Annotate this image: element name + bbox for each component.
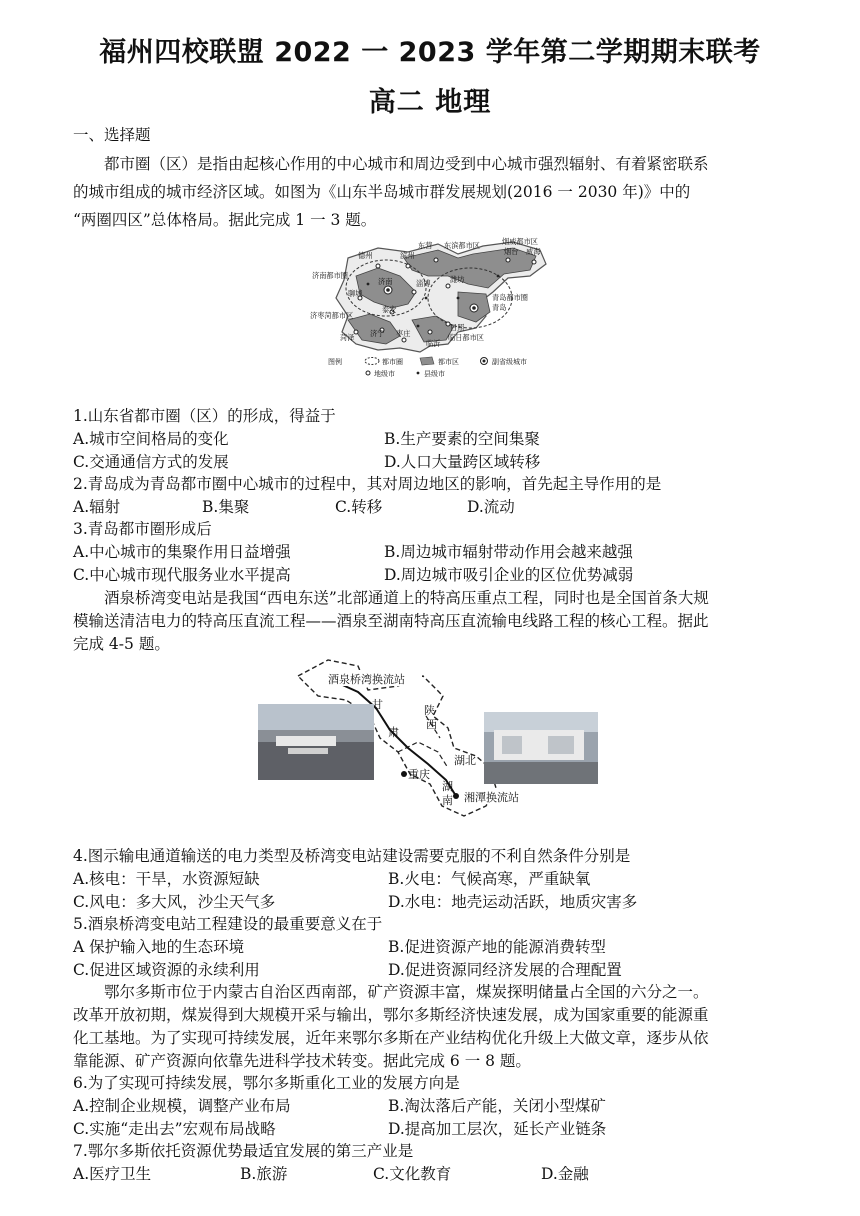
q5-option-b: B.促进资源产地的能源消费转型 (388, 938, 606, 956)
question-7-stem: 7.鄂尔多斯依托资源优势最适宜发展的第三产业是 (73, 1142, 414, 1160)
map1-label: 威海 (526, 247, 541, 256)
map2-label: 重庆 (408, 768, 430, 781)
question-1-stem: 1.山东省都市圈（区）的形成，得益于 (73, 407, 336, 425)
map1-label: 滨州 (400, 251, 415, 260)
map1-label: 临沂 (426, 339, 441, 348)
map2-label: 西 (426, 718, 437, 731)
q1-option-a: A.城市空间格局的变化 (73, 430, 229, 448)
question-2-stem: 2.青岛成为青岛都市圈中心城市的过程中，其对周边地区的影响，首先起主导作用的是 (73, 475, 662, 493)
q4-option-d: D.水电：地壳运动活跃，地质灾害多 (388, 893, 638, 911)
map2-label: 肃 (388, 726, 399, 739)
q1-option-b: B.生产要素的空间集聚 (384, 430, 540, 448)
map1-label: 济南都市圈 (312, 271, 348, 280)
q5-option-c: C.促进区域资源的永续利用 (73, 961, 260, 979)
q2-option-d: D.流动 (467, 498, 515, 516)
q7-option-c: C.文化教育 (373, 1165, 452, 1183)
map1-label: 济南 (378, 277, 393, 286)
question-4-stem: 4.图示输电通道输送的电力类型及桥湾变电站建设需要克服的不利自然条件分别是 (73, 847, 631, 865)
q6-option-b: B.淘汰落后产能，关闭小型煤矿 (388, 1097, 606, 1115)
map1-legend-title: 图例 (328, 358, 342, 366)
map1-label: 东滨都市区 (444, 241, 480, 250)
map2-label: 湖 (442, 780, 453, 793)
passage2-line: 完成 4-5 题。 (73, 635, 170, 653)
q2-option-a: A.辐射 (73, 498, 121, 516)
exam-title: 福州四校联盟 2022 一 2023 学年第二学期期末联考 (99, 37, 761, 68)
q2-option-b: B.集聚 (202, 498, 250, 516)
map1-label: 烟威都市区 (502, 237, 538, 246)
question-5-stem: 5.酒泉桥湾变电站工程建设的最重要意义在于 (73, 915, 383, 933)
passage1-line: 都市圈（区）是指由起核心作用的中心城市和周边受到中心城市强烈辐射、有着紧密联系 (104, 155, 709, 173)
q7-option-b: B.旅游 (240, 1165, 288, 1183)
map1-label: 聊城 (348, 289, 363, 298)
passage1-line: 的城市组成的城市经济区域。如图为《山东半岛城市群发展规划(2016 一 2030 年)》中的 (73, 183, 691, 201)
map1-legend-item: 地级市 (374, 370, 395, 378)
q3-option-c: C.中心城市现代服务业水平提高 (73, 566, 291, 584)
q4-option-c: C.风电：多大风，沙尘天气多 (73, 893, 276, 911)
q3-option-b: B.周边城市辐射带动作用会越来越强 (384, 543, 633, 561)
map1-label: 德州 (358, 251, 373, 260)
map2-label: 湖北 (454, 754, 476, 767)
map2-label-jiuquan: 酒泉桥湾换流站 (328, 673, 405, 686)
passage1-line: “两圈四区”总体格局。据此完成 1 一 3 题。 (73, 211, 377, 229)
map2-label-xiangtan: 湘潭换流站 (464, 791, 519, 804)
map1-label: 淄博 (416, 279, 431, 288)
map1-legend-item: 副省级城市 (492, 358, 527, 366)
exam-subtitle: 高二 地理 (368, 87, 492, 118)
map1-label: 东营 (418, 241, 433, 250)
shandong-map (308, 236, 552, 378)
map1-legend-item: 都市圈 (382, 358, 403, 366)
map1-label: 济枣菏都市区 (310, 311, 354, 320)
q1-option-c: C.交通通信方式的发展 (73, 453, 229, 471)
map2-label: 陕 (424, 704, 435, 717)
map1-label: 临日都市区 (448, 333, 484, 342)
map1-label: 青岛都市圈 (492, 293, 528, 302)
q4-option-b: B.火电：气候高寒，严重缺氧 (388, 870, 591, 888)
passage2-line: 酒泉桥湾变电站是我国“西电东送”北部通道上的特高压重点工程，同时也是全国首条大规 (104, 589, 709, 607)
passage3-line: 靠能源、矿产资源向依靠先进科学技术转变。据此完成 6 一 8 题。 (73, 1052, 531, 1070)
map1-label: 泰安 (382, 305, 397, 314)
q6-option-c: C.实施“走出去”宏观布局战略 (73, 1120, 276, 1138)
q6-option-a: A.控制企业规模，调整产业布局 (73, 1097, 291, 1115)
map1-label: 烟台 (504, 247, 519, 256)
map1-label: 菏泽 (340, 333, 355, 342)
q3-option-d: D.周边城市吸引企业的区位优势减弱 (384, 566, 634, 584)
q7-option-a: A.医疗卫生 (73, 1165, 152, 1183)
q5-option-d: D.促进资源同经济发展的合理配置 (388, 961, 622, 979)
section-heading: 一、选择题 (73, 126, 151, 144)
map1-label: 枣庄 (396, 329, 411, 338)
question-6-stem: 6.为了实现可持续发展，鄂尔多斯重化工业的发展方向是 (73, 1074, 460, 1092)
passage3-line: 鄂尔多斯市位于内蒙古自治区西南部，矿产资源丰富，煤炭探明储量占全国的六分之一。 (104, 983, 709, 1001)
q1-option-d: D.人口大量跨区域转移 (384, 453, 541, 471)
map1-legend-item: 都市区 (438, 358, 459, 366)
map1-label: 日照 (450, 323, 465, 332)
q4-option-a: A.核电：干旱，水资源短缺 (73, 870, 260, 888)
map1-label: 青岛 (492, 303, 507, 312)
map1-legend-item: 县级市 (424, 370, 445, 378)
map1-label: 潍坊 (450, 275, 465, 284)
transmission-map (258, 656, 600, 822)
question-3-stem: 3.青岛都市圈形成后 (73, 520, 212, 538)
passage3-line: 化工基地。为了实现可持续发展，近年来鄂尔多斯在产业结构优化升级上大做文章，逐步从依 (73, 1029, 709, 1047)
passage2-line: 模输送清洁电力的特高压直流工程——酒泉至湖南特高压直流输电线路工程的核心工程。据此 (73, 612, 709, 630)
q5-option-a: A 保护输入地的生态环境 (73, 938, 245, 956)
q3-option-a: A.中心城市的集聚作用日益增强 (73, 543, 291, 561)
map1-label: 济宁 (370, 329, 385, 338)
map2-label: 甘 (372, 698, 383, 711)
map2-label: 南 (442, 794, 453, 807)
q2-option-c: C.转移 (335, 498, 383, 516)
q7-option-d: D.金融 (541, 1165, 589, 1183)
q6-option-d: D.提高加工层次，延长产业链条 (388, 1120, 607, 1138)
passage3-line: 改革开放初期，煤炭得到大规模开采与输出，鄂尔多斯经济快速发展，成为国家重要的能源重 (73, 1006, 709, 1024)
